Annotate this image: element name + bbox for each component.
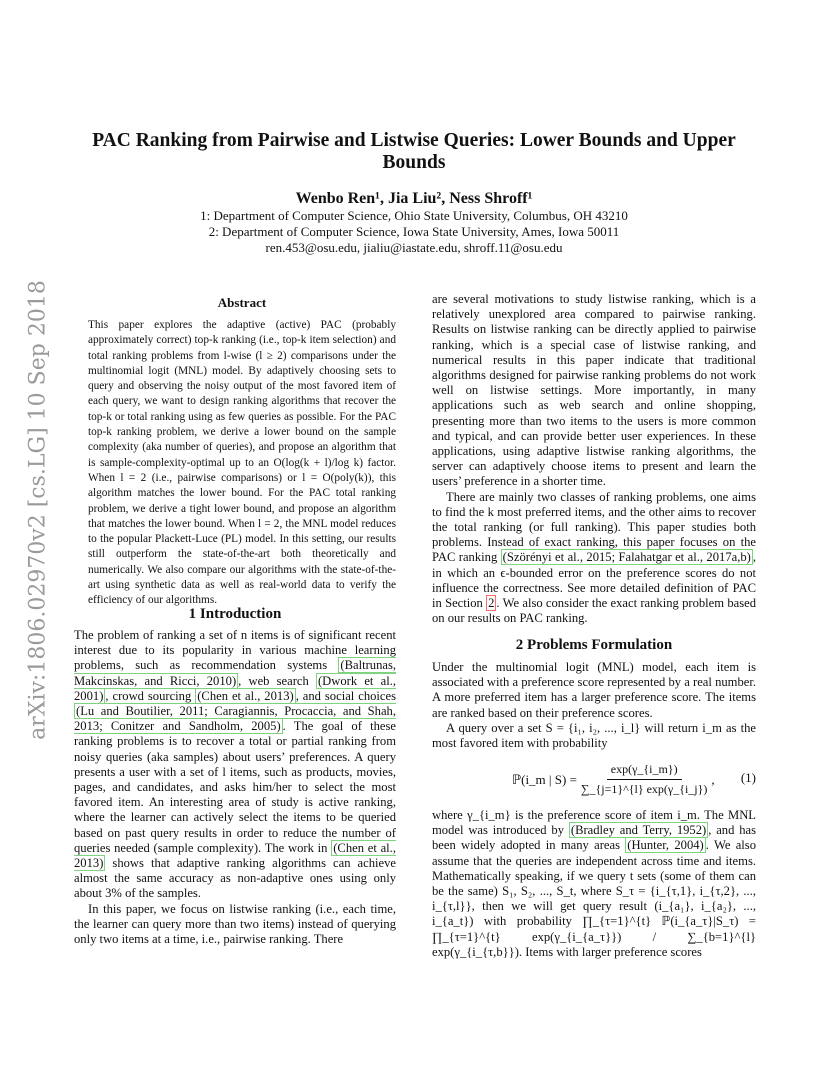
abstract-body bbox=[88, 318, 396, 609]
citation-link[interactable]: (Hunter, 2004) bbox=[627, 838, 704, 853]
intro-paragraph-2: In this paper, we focus on listwise ranking (i.e., each time, the learner can query more than two items) instead of querying only two items at a time, i.e., pairwise ranking. There bbox=[74, 901, 396, 947]
affiliation-1: 1: Department of Computer Science, Ohio State University, Columbus, OH 43210 bbox=[200, 208, 628, 223]
citation-link[interactable]: (Chen et al., 2013) bbox=[74, 840, 396, 871]
equation-fraction bbox=[581, 762, 707, 797]
introduction-heading: 1 Introduction bbox=[188, 606, 282, 622]
right-paragraph-2: There are mainly two classes of ranking problems, one aims to find the k most preferred items, and the other aims to recover the total ranking (or full ranking). This paper studies both problems. Instead of exact ranking, this paper focuses on the PAC ranking (Szörényi et al., 2015; Falahatgar et al., 2017a,b) , in which an ϵ-bounded error on the preference scores do not influence the correctness. See more detailed definition of PAC in Section 2 . We also consider the exact ranking problem based on our results on PAC ranking. bbox=[432, 489, 756, 626]
abstract-text: This paper explores the adaptive (active) PAC (probably approximately correct) top-k ranking (i.e., top-k item selection) and total ranking problems from l-wise (l ≥ 2) comparisons under the multinomial logit (MNL) model. By adaptively choosing sets to query and observing the noisy output of the most favored item of each query, we want to design ranking algorithms that recover the top-k or total ranking using as few queries as possible. For the PAC top-k ranking problem, we derive a lower bound on the sample complexity (aka number of queries), and propose an algorithm that is sample-complexity-optimal up to an O(log(k + l)/log k) factor. When l = 2 (i.e., pairwise comparisons) or l = O(poly(k)), this algorithm matches the lower bound. For the PAC total ranking problem, we derive a tight lower bound, and propose an algorithm that matches the lower bound. When l = 2, the MNL model reduces to the popular Plackett-Luce (PL) model. In this setting, our results still outperform the state-of-the-art both theoretically and numerically. We also compare our algorithms with the state-of-the-art using synthetic data as well as real-world data to verify the efficiency of our algorithms. bbox=[88, 319, 396, 607]
equation-number: (1) bbox=[740, 770, 756, 785]
section-2-body bbox=[432, 660, 756, 751]
equation-numerator: exp(γ_{i_m}) bbox=[607, 762, 682, 780]
introduction-body bbox=[74, 628, 396, 947]
section-2-body-continued bbox=[432, 808, 756, 960]
equation-lhs: ℙ(i_m | S) = bbox=[512, 771, 577, 787]
citation-link[interactable]: (Bradley and Terry, 1952) bbox=[570, 823, 707, 838]
section-2-paragraph-1: Under the multinomial logit (MNL) model, each item is associated with a preference score represented by a real number. A more preferred item has a larger preference score. The items are ranked based on their preference scores. bbox=[432, 660, 756, 720]
arxiv-stamp bbox=[18, 250, 58, 770]
abstract-heading: Abstract bbox=[217, 295, 267, 310]
citation-link[interactable]: (Baltrunas, Makcinskas, and Ricci, 2010) bbox=[74, 658, 396, 688]
section-reference-link[interactable]: 2 bbox=[488, 596, 495, 611]
section-2-heading: 2 Problems Formulation bbox=[515, 637, 673, 653]
section-2-paragraph-3: where γ_{i_m} is the preference score of item i_m. The MNL model was introduced by (Bradley and Terry, 1952) , and has been widely adopted in many areas (Hunter, 2004) . We also assume that the queries are independent across time and items. Mathematically speaking, if we query t sets (some of them can be the same) S₁, S₂, ..., S_t, where S_τ = {i_{τ,1}, i_{τ,2}, ..., i_{τ,l}}, then we will get query result (i_{a₁}, i_{a₂}, ..., i_{a_t}) with probability ∏_{τ=1}^{t} ℙ(i_{a_τ}|S_τ) = ∏_{τ=1}^{t} exp(γ_{i_{a_τ}}) / ∑_{b=1}^{l} exp(γ_{i_{τ,b}}). Items with larger preference scores bbox=[432, 808, 756, 959]
citation-link[interactable]: (Dwork et al., 2001) bbox=[74, 673, 396, 703]
paper-title: PAC Ranking from Pairwise and Listwise Queries: Lower Bounds and Upper Bounds bbox=[92, 130, 736, 173]
right-column-intro-continued bbox=[432, 292, 756, 626]
equation-body bbox=[512, 762, 715, 797]
intro-paragraph-1: The problem of ranking a set of n items is of significant recent interest due to its popularity in various machine learning problems, such as recommendation systems (Baltrunas, Makcinskas, and Ricci, 2010) , web search (Dwork et al., 2001) , crowd sourcing (Chen et al., 2013) , and social choices (Lu and Boutilier, 2011; Caragiannis, Procaccia, and Shah, 2013; Conitzer and Sandholm, 2005) . The goal of these ranking problems is to recover a total or partial ranking from noisy queries (aka samples) about users’ preferences. A query presents a user with a set of l items, such as products, movies, pages, and candidates, and asks him/her to select the most favored item. An interesting area of study is active ranking, where the learner can actively select the items to be queried based on past query results in order to reduce the number of queries needed (sample complexity). The work in (Chen et al., 2013) shows that adaptive ranking algorithms can achieve almost the same accuracy as non-adaptive ones using only about 3% of the samples. bbox=[74, 628, 396, 901]
arxiv-identifier: arXiv:1806.02970v2 [cs.LG] 10 Sep 2018 bbox=[25, 280, 51, 740]
right-paragraph-1: are several motivations to study listwise ranking, which is a relatively unexplored area compared to pairwise ranking. Results on listwise ranking can be directly applied to pairwise ranking, which is a special case of listwise ranking, and numerical results in this paper indicate that traditional algorithms designed for pairwise ranking problems do not work well on listwise settings. More importantly, in many applications such as web search and online shopping, presenting more than two items to the users is more common and typical, and can provide better user experiences. In these applications, using adaptive listwise ranking algorithms, the server can adaptively choose items to present and learn the users’ preference in a shorter time. bbox=[432, 292, 756, 489]
affiliations bbox=[70, 208, 758, 256]
citation-link[interactable]: (Szörényi et al., 2015; Falahatgar et al., 2017a,b) bbox=[502, 550, 751, 565]
author-emails: ren.453@osu.edu, jialiu@iastate.edu, shroff.11@osu.edu bbox=[265, 240, 563, 255]
affiliation-2: 2: Department of Computer Science, Iowa State University, Ames, Iowa 50011 bbox=[208, 224, 620, 239]
section-2-paragraph-2: A query over a set S = {i₁, i₂, ..., i_l} will return i_m as the most favored item with probability bbox=[432, 720, 756, 751]
equation-tail: , bbox=[711, 771, 715, 787]
citation-link[interactable]: (Lu and Boutilier, 2011; Caragiannis, Procaccia, and Shah, 2013; Conitzer and Sandholm, 2005) bbox=[74, 704, 396, 734]
author-list: Wenbo Ren¹, Jia Liu², Ness Shroff¹ bbox=[295, 190, 533, 207]
citation-link[interactable]: (Chen et al., 2013) bbox=[197, 688, 294, 703]
equation-1 bbox=[432, 760, 756, 804]
equation-denominator: ∑_{j=1}^{l} exp(γ_{i_j}) bbox=[580, 782, 708, 796]
